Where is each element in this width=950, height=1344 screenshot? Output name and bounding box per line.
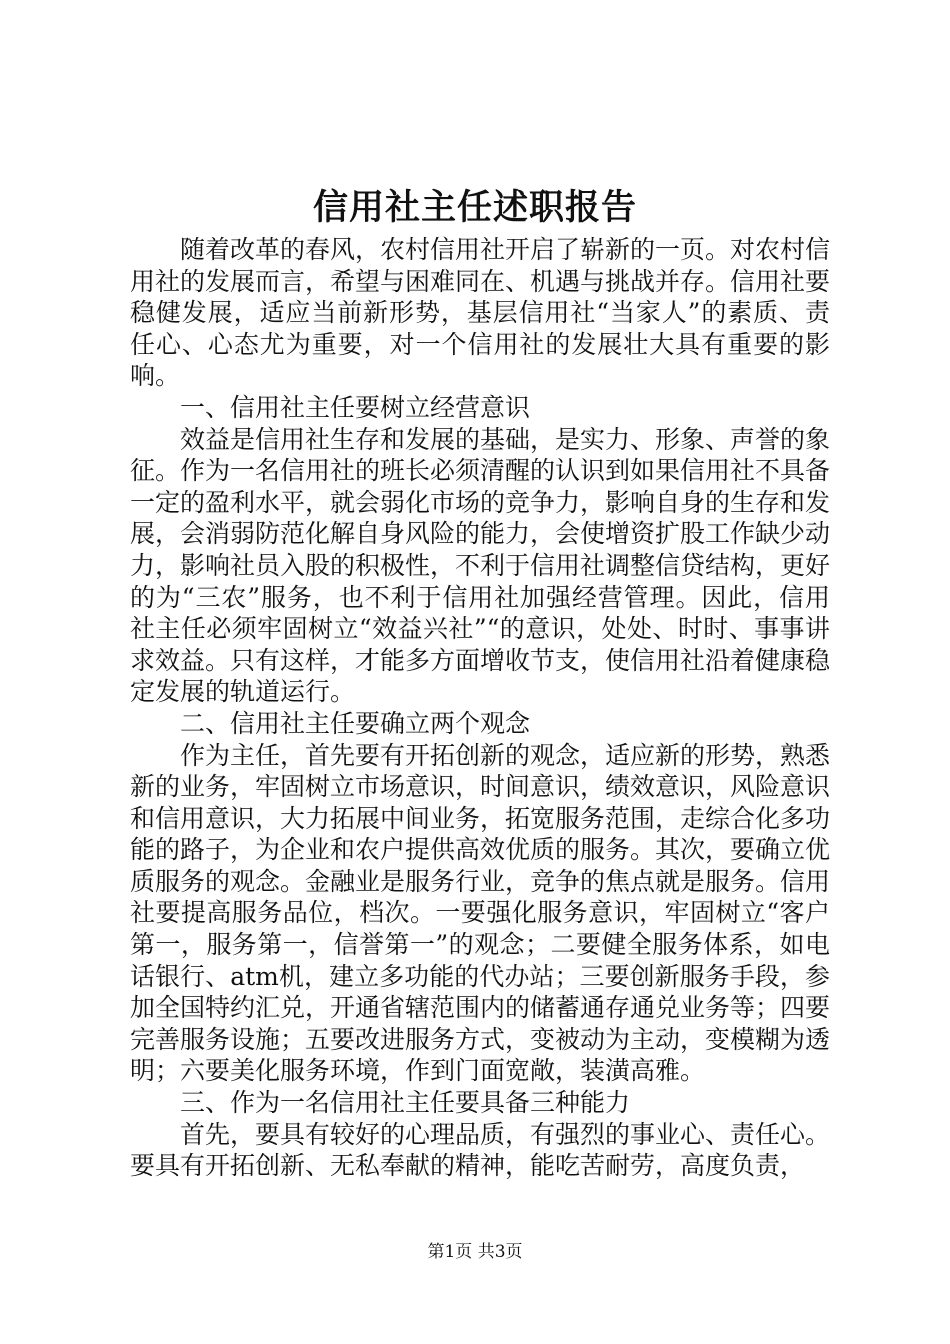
- section-heading-1: 一、信用社主任要树立经营意识: [180, 392, 531, 422]
- document-title: 信用社主任述职报告: [312, 187, 637, 228]
- page-number-footer: 第1页 共3页: [427, 1242, 523, 1262]
- document-body: [130, 234, 830, 1182]
- paragraph-section-2: 作为主任，首先要有开拓创新的观念，适应新的形势，熟悉新的业务，牢固树立市场意识，时间意识，绩效意识，风险意识和信用意识，大力拓展中间业务，拓宽服务范围，走综合化多功能的路子，为企业和农户提供高效优质的服务。其次，要确立优质服务的观念。金融业是服务行业，竞争的焦点就是服务。信用社要提高服务品位，档次。一要强化服务意识，牢固树立“客户第一，服务第一，信誉第一”的观念；二要健全服务体系，如电话银行、atm机，建立多功能的代办站；三要创新服务手段，参加全国特约汇兑，开通省辖范围内的储蓄通存通兑业务等；四要完善服务设施；五要改进服务方式，变被动为主动，变模糊为透明；六要美化服务环境，作到门面宽敞，装潢高雅。: [130, 740, 831, 1086]
- section-heading-2: 二、信用社主任要确立两个观念: [180, 708, 531, 738]
- paragraph-section-1: 效益是信用社生存和发展的基础，是实力、形象、声誉的象征。作为一名信用社的班长必须清醒的认识到如果信用社不具备一定的盈利水平，就会弱化市场的竞争力，影响自身的生存和发展，会消弱防范化解自身风险的能力，会使增资扩股工作缺少动力，影响社员入股的积极性，不利于信用社调整信贷结构，更好的为“三农”服务，也不利于信用社加强经营管理。因此，信用社主任必须牢固树立“效益兴社”“的意识，处处、时时、事事讲求效益。只有这样，才能多方面增收节支，使信用社沿着健康稳定发展的轨道运行。: [130, 424, 831, 707]
- paragraph-intro: 随着改革的春风，农村信用社开启了崭新的一页。对农村信用社的发展而言，希望与困难同在、机遇与挑战并存。信用社要稳健发展，适应当前新形势，基层信用社“当家人”的素质、责任心、心态尤为重要，对一个信用社的发展壮大具有重要的影响。: [130, 235, 831, 391]
- paragraph-section-3: 首先，要具有较好的心理品质，有强烈的事业心、责任心。要具有开拓创新、无私奉献的精神，能吃苦耐劳，高度负责，: [130, 1119, 831, 1181]
- section-heading-3: 三、作为一名信用社主任要具备三种能力: [180, 1088, 631, 1118]
